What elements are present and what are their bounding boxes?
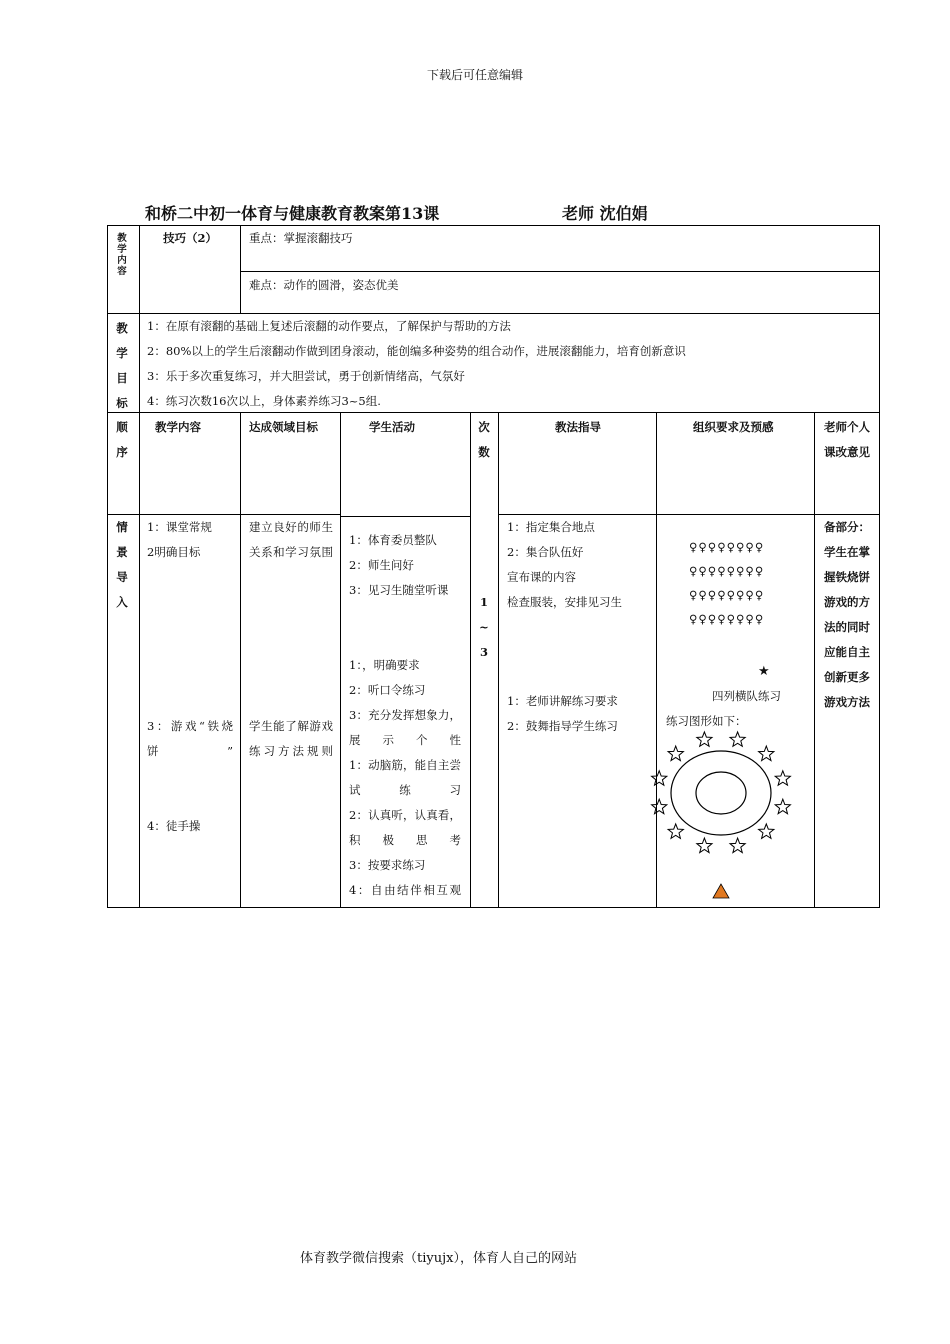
notes-char: 戏 [835,595,847,609]
cone-triangle-icon [713,884,729,898]
objectives-label-char: 学 [116,346,128,360]
notes-char: 应 [824,645,836,659]
student-activity: 1：，明确要求 [349,658,420,672]
notes-char: 同 [847,620,859,634]
content-item: 3：游戏“铁烧饼” [147,719,233,758]
section-label-char: 入 [116,595,128,609]
student-activity: 3：充分发挥想象力，展示个性 [349,708,461,747]
student-activity: 4：自由结伴相互观 [349,883,461,897]
method-item: 检查服装，安排见习生 [507,595,622,609]
col-times-char: 次 [478,420,490,434]
formation-caption: 四列横队练习 [712,689,781,703]
student-activity: 3：见习生随堂听课 [349,583,449,597]
notes-char: 烧 [847,570,859,584]
notes-header-char: 人 [858,420,870,434]
notes-char: 时 [858,620,870,634]
notes-char: 游 [824,595,836,609]
student-activity: 2：听口令练习 [349,683,426,697]
objective-line: 3：乐于多次重复练习，并大胆尝试，勇于创新情绪高，气氛好 [147,369,465,383]
notes-char: 多 [858,670,870,684]
content-label-char: 容 [117,266,127,277]
content-label-char: 教 [117,233,127,244]
content-item: 1：课堂常规 [147,520,212,534]
goal-item: 学生能了解游戏练习方法规则 [249,719,333,758]
content-item: 2明确目标 [147,545,201,559]
teacher-name: 老师 沈伯娟 [562,204,648,223]
student-star-icon [759,746,774,761]
times-char: 3 [479,645,488,659]
teacher-star-icon: ★ [758,664,770,679]
objectives-label-char: 目 [116,371,128,385]
notes-char: 部 [835,520,847,534]
col-student-header: 学生活动 [369,420,415,434]
notes-char: 的 [835,620,847,634]
formation-row: ♀♀♀♀♀♀♀♀ [689,588,765,602]
times-char: 1 [479,595,488,609]
col-times-char: 数 [478,445,490,459]
notes-char: 戏方法 [835,695,870,709]
download-note: 下载后可任意编辑 [426,68,523,82]
notes-char: 的 [847,595,859,609]
drill-caption: 练习图形如下： [666,714,747,728]
student-activity: 2：师生问好 [349,558,414,572]
notes-header-char: 改 [835,445,847,459]
notes-char: 在 [847,545,859,559]
notes-char: 生 [835,545,847,559]
student-star-icon [668,746,683,761]
method-item: 2：鼓舞指导学生练习 [507,719,618,733]
notes-char: 游 [824,695,836,709]
col-notes-header [824,415,870,465]
section-label-char: 情 [116,520,128,534]
student-activity: 3：按要求练习 [349,858,426,872]
lesson-topic: 技巧（2） [163,231,218,245]
objective-line: 2：80%以上的学生后滚翻动作做到团身滚动，能创编多种姿势的组合动作，进展滚翻能力，培育创新意识 [147,344,686,358]
footer-text: 体育教学微信搜索（tiyujx），体育人自己的网站 [300,1251,577,1266]
col-order-char: 顺 [116,420,128,434]
notes-char: 能 [835,645,847,659]
col-goals-header: 达成领域目标 [249,420,318,434]
student-star-icon [697,732,712,746]
notes-char: 掌 [858,545,870,559]
method-item: 1：指定集合地点 [507,520,595,534]
formation-row: ♀♀♀♀♀♀♀♀ [689,612,765,626]
col-content-header: 教学内容 [155,420,201,434]
objectives-label-char: 教 [116,321,128,335]
notes-char: 更 [847,670,859,684]
student-star-icon [759,824,774,839]
notes-char: 创 [824,670,836,684]
notes-char: 铁 [835,570,847,584]
section-label-char: 景 [116,545,128,559]
notes-char: 饼 [858,570,870,584]
col-order-char: 序 [116,445,128,459]
method-item: 1：老师讲解练习要求 [507,694,618,708]
student-star-icon [730,732,745,746]
inner-circle [696,772,746,814]
method-item: 2：集合队伍好 [507,545,584,559]
student-star-icon [697,838,712,853]
col-organization-header: 组织要求及预感 [693,420,774,434]
notes-char: ： [858,520,870,534]
notes-char: 备 [824,520,836,534]
student-star-icon [652,799,667,814]
notes-char: 分 [847,520,859,534]
difficult-point: 难点：动作的圆滑，姿态优美 [249,278,399,292]
col-method-header: 教法指导 [555,420,601,434]
student-activity: 1：体育委员整队 [349,533,437,547]
notes-header-char: 意见 [847,445,870,459]
notes-char: 学 [824,545,836,559]
objective-line: 1：在原有滚翻的基础上复述后滚翻的动作要点，了解保护与帮助的方法 [147,319,511,333]
notes-header-char: 个 [847,420,859,434]
times-char: ~ [479,620,489,634]
goal-item: 建立良好的师生关系和学习氛围 [249,520,333,559]
section-label-char: 导 [116,570,128,584]
student-star-icon [668,824,683,839]
student-star-icon [775,799,790,814]
content-label-char: 内 [117,255,127,266]
student-star-icon [652,771,667,785]
content-label-char: 学 [117,244,127,255]
outer-circle [671,751,771,835]
formation-row: ♀♀♀♀♀♀♀♀ [689,540,765,554]
key-point: 重点：掌握滚翻技巧 [249,231,353,245]
objective-line: 4：练习次数16次以上，身体素养练习3~5组. [147,394,381,408]
lesson-title: 和桥二中初一体育与健康教育教案第13课 [145,204,440,223]
formation-row: ♀♀♀♀♀♀♀♀ [689,564,765,578]
student-star-icon [730,838,745,853]
notes-char: 法 [824,620,836,634]
notes-header-char: 老 [824,420,836,434]
notes-header-char: 师 [835,420,847,434]
notes-char: 握 [824,570,836,584]
notes-char: 主 [858,645,870,659]
content-item: 4：徒手操 [147,819,201,833]
student-activity: 2：认真听，认真看，积极思考 [349,808,461,847]
student-activity: 1：动脑筋，能自主尝试练习 [349,758,461,797]
notes-char: 新 [835,670,847,684]
notes-text [824,515,870,715]
notes-char: 自 [847,645,859,659]
notes-char: 方 [858,595,870,609]
objectives-label-char: 标 [116,396,128,410]
notes-header-char: 课 [824,445,836,459]
student-star-icon [775,771,790,785]
method-item: 宣布课的内容 [507,570,576,584]
drill-diagram [650,730,800,905]
